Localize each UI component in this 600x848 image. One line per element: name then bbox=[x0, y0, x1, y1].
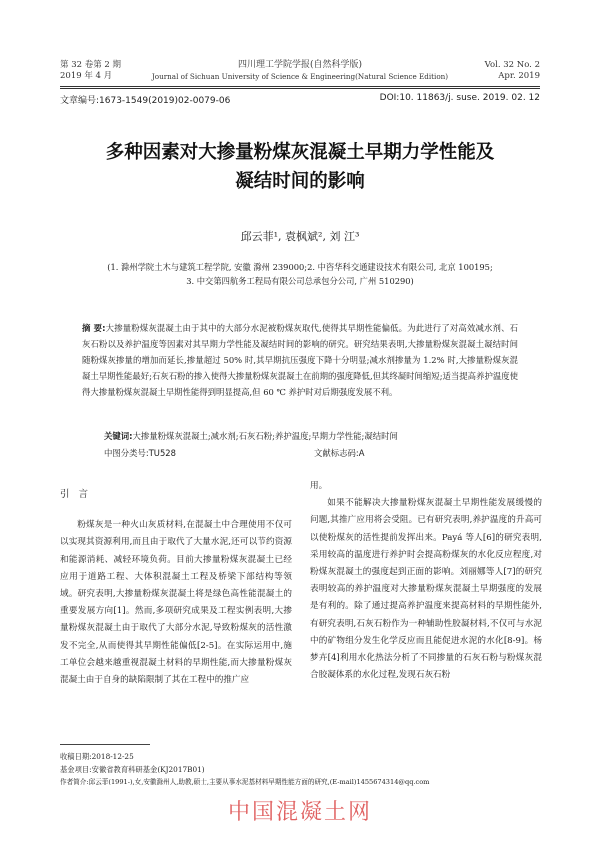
article-number: 文章编号:1673-1549(2019)02-0079-06 bbox=[60, 96, 231, 106]
section-heading-introduction: 引 言 bbox=[60, 489, 92, 500]
affiliation-line-2: 3. 中交第四航务工程局有限公司总承包分公司, 广州 510290) bbox=[186, 276, 414, 286]
document-code: 文献标志码:A bbox=[314, 448, 365, 458]
author-bio: 作者简介:邱云菲(1991-),女,安徽滁州人,助教,硕士,主要从事水泥基材料早期性能方面的研究,(E-mail)1455674314@qq.com bbox=[60, 778, 430, 786]
watermark-text: 中国混凝土网 bbox=[227, 800, 372, 825]
footnotes bbox=[60, 750, 540, 789]
received-date: 收稿日期:2018-12-25 bbox=[60, 752, 134, 761]
volume-en: Vol. 32 No. 2 bbox=[484, 60, 540, 70]
journal-name-cn: 四川理工学院学报(自然科学版) bbox=[237, 60, 363, 70]
body-column-left bbox=[60, 478, 292, 689]
body-column-right bbox=[310, 478, 542, 684]
intro-paragraph-1: 粉煤灰是一种火山灰质材料,在混凝土中合理使用不仅可以实现其资源利用,而且由于取代了大量水泥,还可以节约资源和能源消耗、减轻环境负荷。目前大掺量粉煤灰混凝土已经应用于道路工程、大体积混凝土工程及桥梁下部结构等领域。研究表明,大掺量粉煤灰混凝土将是绿色高性能混凝土的重要发展方向[1]。然而,多项研究成果及工程实例表明,大掺量粉煤灰混凝土由于取代了大部分水泥,导致粉煤灰的活性激发不完全,从而使得其早期性能偏低[2-5]。在实际运用中,施工单位会越来越重视混凝土材料的早期性能,而大掺量粉煤灰混凝土由于自身的缺陷限制了其在工程中的推广应 bbox=[60, 520, 292, 686]
classification-number: 中图分类号:TU528 bbox=[104, 448, 176, 458]
abstract bbox=[82, 320, 518, 400]
abstract-text: 大掺量粉煤灰混凝土由于其中的大部分水泥被粉煤灰取代,使得其早期性能偏低。为此进行了对高效减水剂、石灰石粉以及养护温度等因素对其早期力学性能及凝结时间的影响的研究。研究结果表明,大掺量粉煤灰混凝土凝结时间随粉煤灰掺量的增加而延长,掺量超过 50% 时,其早期抗压强度下降十分明显;减水剂掺量为 1.2% 时,大掺量粉煤灰混凝土早期性能最好;石灰石粉的掺入使得大掺量粉煤灰混凝土在前期的强度降低,但其终凝时间缩短;适当提高养护温度使得大掺量粉煤灰混凝土早期性能得到明显提高,但 60 ℃ 养护时对后期强度发展不利。 bbox=[82, 323, 518, 397]
journal-name bbox=[150, 60, 450, 82]
journal-volume-en bbox=[485, 60, 540, 82]
footnote-rule bbox=[60, 744, 150, 745]
keywords bbox=[104, 430, 524, 442]
keywords-label: 关键词: bbox=[104, 431, 133, 441]
date-en: Apr. 2019 bbox=[498, 71, 540, 81]
authors: 邱云菲¹, 袁枫斌², 刘 江³ bbox=[240, 230, 360, 243]
keywords-text: 大掺量粉煤灰混凝土;减水剂;石灰石粉;养护温度;早期力学性能;凝结时间 bbox=[132, 431, 398, 441]
intro-paragraph-2: 如果不能解决大掺量粉煤灰混凝土早期性能发展缓慢的问题,其推广应用将会受阻。已有研究表明,养护温度的升高可以使粉煤灰的活性提前发挥出来。Payá 等人[6]的研究表明,采用较高的温度进行养护时会提高粉煤灰的水化反应程度,对粉煤灰混凝土的强度起到正面的影响。刘丽娜等人[7]的研究表明较高的养护温度对大掺量粉煤灰混凝土早期强度的发展是有利的。除了通过提高养护温度来提高材料的早期性能外,有研究表明,石灰石粉作为一种辅助性胶凝材料,不仅可与水泥中的矿物组分发生化学反应而且能促进水泥的水化[8-9]。杨梦卉[4]利用水化热法分析了不同掺量的石灰石粉与粉煤灰混合胶凝体系的水化过程,发现石灰石粉 bbox=[310, 498, 542, 681]
title-line-1: 多种因素对大掺量粉煤灰混凝土早期力学性能及 bbox=[105, 142, 495, 163]
journal-name-en: Journal of Sichuan University of Science & Engineering(Natural Science Edition) bbox=[151, 72, 449, 81]
abstract-label: 摘 要: bbox=[82, 323, 106, 333]
affiliations bbox=[80, 260, 520, 288]
doi: DOI:10. 11863/j. suse. 2019. 02. 12 bbox=[379, 93, 540, 103]
header-rule bbox=[60, 86, 540, 87]
affiliation-line-1: (1. 滁州学院土木与建筑工程学院, 安徽 滁州 239000;2. 中咨华科交通建设技术有限公司, 北京 100195; bbox=[107, 262, 493, 272]
intro-paragraph-1-continued: 用。 bbox=[310, 481, 328, 491]
fund-project: 基金项目:安徽省教育科研基金(KJ2017B01) bbox=[60, 765, 205, 774]
volume-cn: 第 32 卷第 2 期 bbox=[60, 60, 122, 70]
header-rule-thin bbox=[60, 88, 540, 89]
paper-title bbox=[60, 138, 540, 196]
date-cn: 2019 年 4 月 bbox=[60, 71, 113, 81]
title-line-2: 凝结时间的影响 bbox=[235, 171, 365, 192]
